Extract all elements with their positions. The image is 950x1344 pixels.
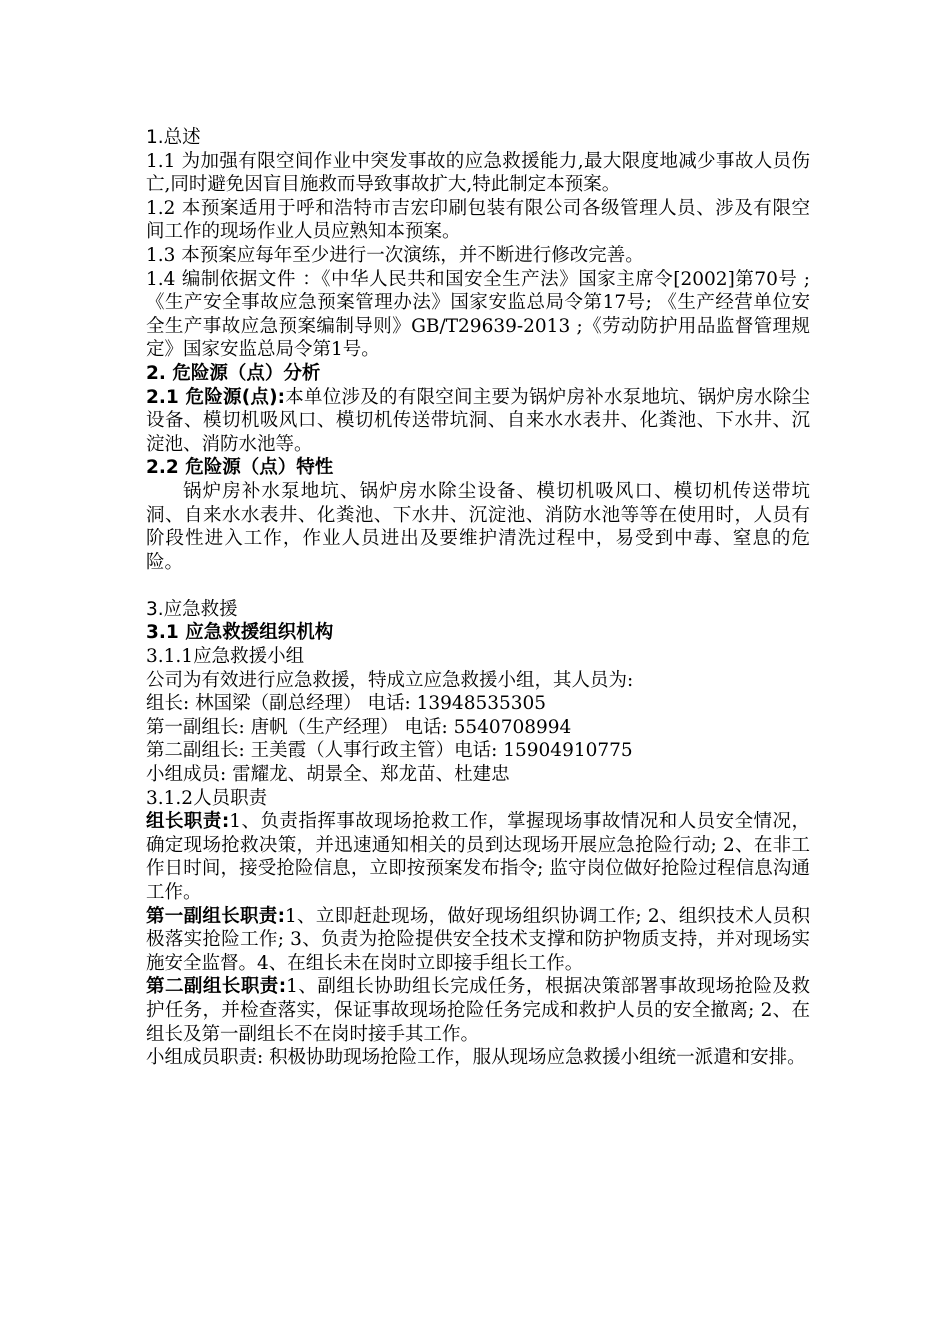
duty-vice-2-label: 第二副组长职责:	[146, 976, 287, 998]
team-leader: 组长: 林国梁（副总经理） 电话: 13948535305	[146, 693, 547, 715]
section-1-title: 1.总述	[146, 127, 201, 148]
duty-leader-label: 组长职责:	[146, 811, 230, 833]
team-vice-leader-1: 第一副组长: 唐帆（生产经理） 电话: 5540708994	[146, 716, 572, 738]
team-vice-leader-2: 第二副组长: 王美霞（人事行政主管）电话: 15904910775	[146, 740, 633, 762]
paragraph-1-3: 1.3 本预案应每年至少进行一次演练，并不断进行修改完善。	[146, 244, 644, 266]
section-3-1-title: 3.1 应急救援组织机构	[146, 622, 334, 644]
section-2-title: 2. 危险源（点）分析	[146, 362, 321, 384]
duty-vice-1-label: 第一副组长职责:	[146, 905, 285, 927]
duty-leader	[146, 810, 810, 904]
section-3-title: 3.应急救援	[146, 598, 238, 620]
paragraph-2-1-label: 2.1 危险源(点):	[146, 386, 286, 408]
document-page	[146, 126, 810, 1070]
paragraph-2-1	[146, 386, 810, 457]
duty-vice-1	[146, 905, 810, 976]
section-2-2-title: 2.2 危险源（点）特性	[146, 457, 334, 479]
duty-leader-text: 1、负责指挥事故现场抢救工作，掌握现场事故情况和人员安全情况，确定现场抢救决策，并迅速通知相关的员到达现场开展应急抢险行动; 2、在非工作日时间，接受抢险信息，立即按预案发布指令; 监守岗位做好抢险过程信息沟通工作。	[146, 811, 810, 903]
section-3-1-2-title: 3.1.2人员职责	[146, 787, 268, 809]
duty-vice-2-text: 1、副组长协助组长完成任务，根据决策部署事故现场抢险及救护任务，并检查落实，保证事故现场抢险任务完成和救护人员的安全撤离; 2、在组长及第一副组长不在岗时接手其工作。	[146, 976, 810, 1045]
paragraph-2-2: 锅炉房补水泵地坑、锅炉房水除尘设备、模切机吸风口、模切机传送带坑洞、自来水水表井、化粪池、下水井、沉淀池、消防水池等等在使用时，人员有阶段性进入工作，作业人员进出及要维护清洗过程中，易受到中毒、窒息的危险。	[146, 480, 810, 573]
paragraph-1-1: 1.1 为加强有限空间作业中突发事故的应急救援能力,最大限度地减少事故人员伤亡,同时避免因盲目施救而导致事故扩大,特此制定本预案。	[146, 150, 810, 196]
duty-vice-2	[146, 975, 810, 1046]
paragraph-1-2: 1.2 本预案适用于呼和浩特市吉宏印刷包装有限公司各级管理人员、涉及有限空间工作的现场作业人员应熟知本预案。	[146, 197, 810, 243]
paragraph-2-1-text: 本单位涉及的有限空间主要为锅炉房补水泵地坑、锅炉房水除尘设备、模切机吸风口、模切机传送带坑洞、自来水水表井、化粪池、下水井、沉淀池、消防水池等。	[146, 386, 810, 455]
paragraph-1-4: 1.4 编制依据文件 ：《中华人民共和国安全生产法》国家主席令[2002]第70号 ;《生产安全事故应急预案管理办法》国家安监总局令第17号; 《生产经营单位安全生产事故应急预案编制导则》GB/T29639-2013 ;《劳动防护用品监督管理规定》国家安监总局令第1号。	[146, 268, 810, 361]
team-members: 小组成员: 雷耀龙、胡景全、郑龙苗、杜建忠	[146, 764, 510, 786]
duty-members: 小组成员职责: 积极协助现场抢险工作，服从现场应急救援小组统一派遣和安排。	[146, 1047, 806, 1069]
spacer	[146, 574, 810, 598]
team-intro: 公司为有效进行应急救援，特成立应急救援小组，其人员为:	[146, 669, 634, 691]
section-3-1-1-title: 3.1.1应急救援小组	[146, 646, 305, 668]
duty-vice-1-text: 1、立即赶赴现场，做好现场组织协调工作; 2、组织技术人员积极落实抢险工作; 3、负责为抢险提供安全技术支撑和防护物质支持，并对现场实施安全监督。4、在组长未在岗时立即接手组长工作。	[146, 905, 810, 974]
